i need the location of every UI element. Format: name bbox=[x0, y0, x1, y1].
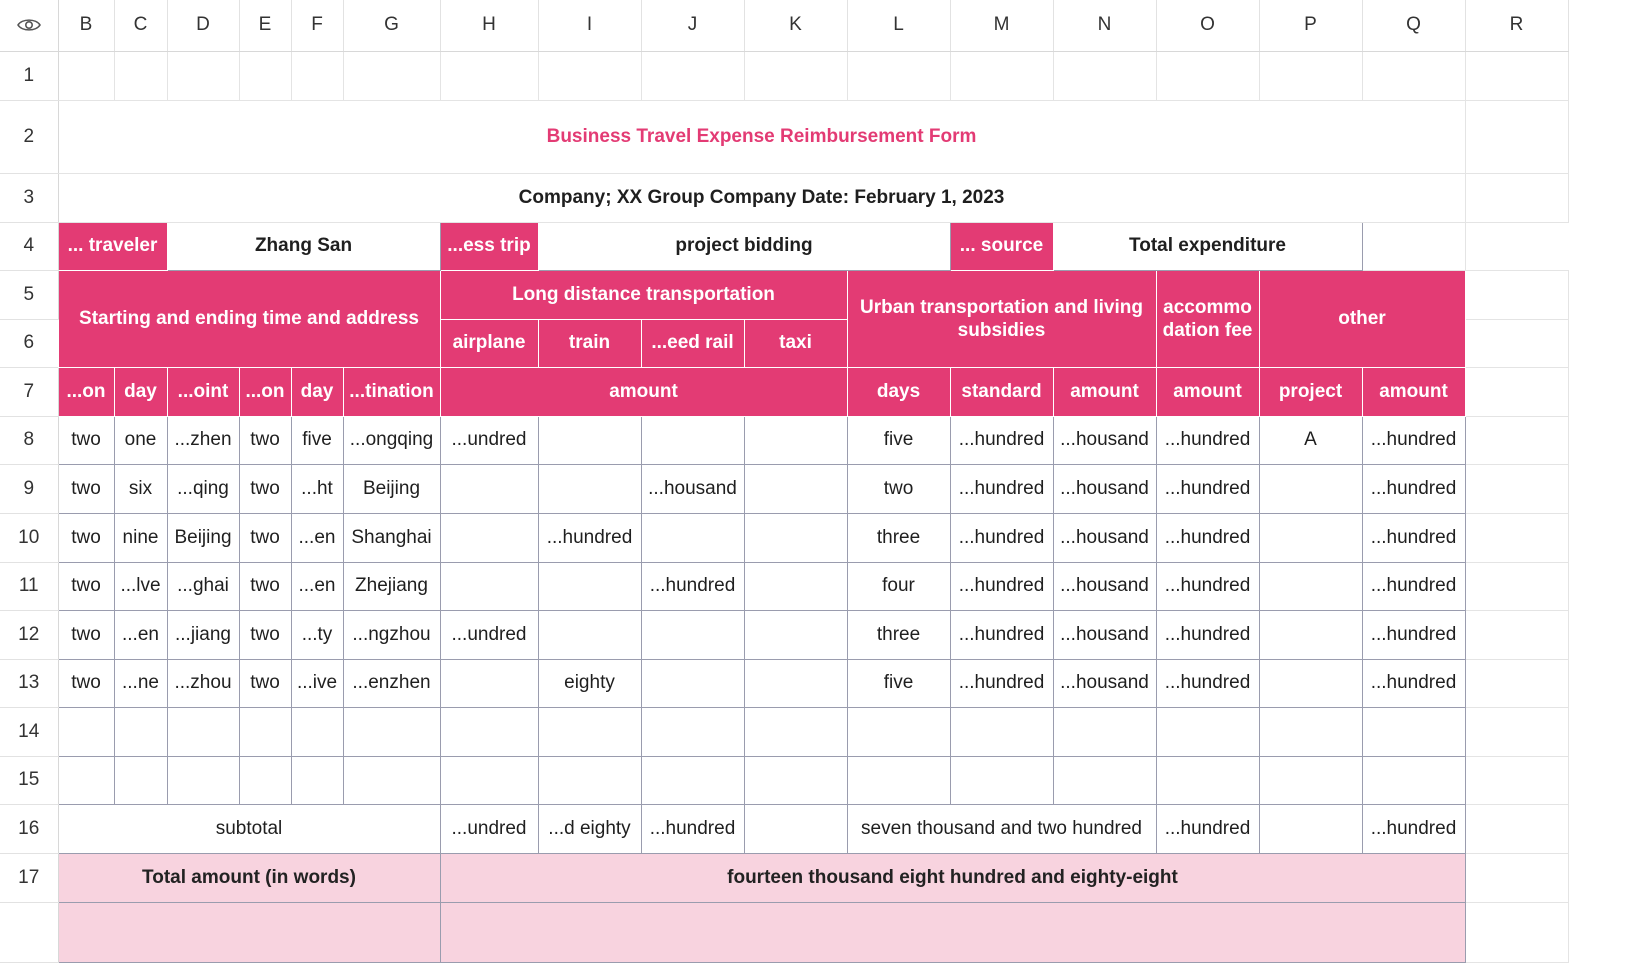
cell[interactable]: ...hundred bbox=[950, 562, 1053, 610]
cell[interactable] bbox=[1053, 707, 1156, 756]
cell[interactable]: ...hundred bbox=[950, 513, 1053, 562]
business-trip-value[interactable]: project bidding bbox=[538, 222, 950, 270]
cell[interactable] bbox=[291, 707, 343, 756]
cell[interactable] bbox=[744, 707, 847, 756]
cell[interactable]: ...hundred bbox=[1156, 659, 1259, 707]
cell[interactable]: ...hundred bbox=[1362, 513, 1465, 562]
row-header-8[interactable]: 8 bbox=[0, 416, 58, 464]
cell[interactable]: ...hundred bbox=[1362, 464, 1465, 513]
column-header-r[interactable]: R bbox=[1465, 0, 1568, 51]
cell[interactable] bbox=[1362, 707, 1465, 756]
subtotal-train[interactable]: ...d eighty bbox=[538, 804, 641, 853]
cell[interactable] bbox=[291, 51, 343, 100]
cell[interactable]: ...hundred bbox=[1362, 610, 1465, 659]
cell[interactable]: ...hundred bbox=[1156, 464, 1259, 513]
cell[interactable] bbox=[1465, 562, 1568, 610]
cell[interactable]: nine bbox=[114, 513, 167, 562]
column-header-j[interactable]: J bbox=[641, 0, 744, 51]
table-row bbox=[0, 513, 1568, 562]
cell[interactable]: two bbox=[239, 464, 291, 513]
cell[interactable] bbox=[167, 707, 239, 756]
cell[interactable] bbox=[343, 51, 440, 100]
cell[interactable] bbox=[167, 51, 239, 100]
cell[interactable] bbox=[538, 707, 641, 756]
cell[interactable] bbox=[1362, 756, 1465, 804]
cell[interactable] bbox=[1362, 222, 1465, 270]
subtotal-accommodation[interactable]: ...hundred bbox=[1156, 804, 1259, 853]
cell[interactable] bbox=[1465, 416, 1568, 464]
cell[interactable] bbox=[744, 659, 847, 707]
cell[interactable] bbox=[641, 416, 744, 464]
subtotal-urban[interactable]: seven thousand and two hundred bbox=[847, 804, 1156, 853]
column-header-k[interactable]: K bbox=[744, 0, 847, 51]
cell[interactable]: ...hundred bbox=[641, 562, 744, 610]
cell[interactable] bbox=[1465, 367, 1568, 416]
cell[interactable] bbox=[1053, 756, 1156, 804]
cell[interactable] bbox=[440, 513, 538, 562]
cell[interactable] bbox=[847, 707, 950, 756]
row-header-15[interactable]: 15 bbox=[0, 756, 58, 804]
cell[interactable] bbox=[1362, 51, 1465, 100]
cell[interactable] bbox=[167, 756, 239, 804]
cell[interactable]: ...housand bbox=[641, 464, 744, 513]
company-date-info[interactable]: Company; XX Group Company Date: February 1, 2023 bbox=[58, 173, 1465, 222]
table-row bbox=[0, 756, 1568, 804]
cell[interactable]: ...hundred bbox=[950, 416, 1053, 464]
cell[interactable] bbox=[1465, 100, 1568, 173]
cell[interactable]: two bbox=[239, 562, 291, 610]
cell[interactable]: ...lve bbox=[114, 562, 167, 610]
cell[interactable] bbox=[1465, 464, 1568, 513]
cell[interactable] bbox=[343, 707, 440, 756]
sub-header-e[interactable]: ...on bbox=[239, 367, 291, 416]
sub-header-f[interactable]: day bbox=[291, 367, 343, 416]
cell[interactable]: Shanghai bbox=[343, 513, 440, 562]
cell[interactable] bbox=[114, 756, 167, 804]
sub-header-b[interactable]: ...on bbox=[58, 367, 114, 416]
cell[interactable] bbox=[1465, 173, 1568, 222]
cell[interactable] bbox=[440, 707, 538, 756]
cell[interactable]: Zhejiang bbox=[343, 562, 440, 610]
cell[interactable]: A bbox=[1259, 416, 1362, 464]
cell[interactable]: ...hundred bbox=[1156, 416, 1259, 464]
standard-header[interactable]: standard bbox=[950, 367, 1053, 416]
cell[interactable] bbox=[950, 707, 1053, 756]
cell[interactable]: ...housand bbox=[1053, 416, 1156, 464]
cell[interactable]: ...jiang bbox=[167, 610, 239, 659]
accommodation-amount-header[interactable]: amount bbox=[1156, 367, 1259, 416]
cell[interactable]: two bbox=[847, 464, 950, 513]
subtotal-project[interactable] bbox=[1259, 804, 1362, 853]
cell[interactable]: five bbox=[291, 416, 343, 464]
urban-header[interactable] bbox=[847, 270, 1156, 367]
long-distance-header[interactable]: Long distance transportation bbox=[440, 270, 847, 319]
traveler-label[interactable]: ... traveler bbox=[58, 222, 167, 270]
cell[interactable] bbox=[641, 51, 744, 100]
cell[interactable] bbox=[239, 756, 291, 804]
cell[interactable] bbox=[1465, 659, 1568, 707]
start-end-header[interactable]: Starting and ending time and address bbox=[58, 270, 440, 367]
traveler-value[interactable]: Zhang San bbox=[167, 222, 440, 270]
row-header-partial[interactable] bbox=[0, 902, 58, 962]
cell[interactable]: ...ty bbox=[291, 610, 343, 659]
eye-icon[interactable] bbox=[17, 17, 41, 33]
column-header-q[interactable]: Q bbox=[1362, 0, 1465, 51]
cell[interactable] bbox=[1259, 562, 1362, 610]
cell[interactable] bbox=[440, 562, 538, 610]
cell[interactable]: ...undred bbox=[440, 416, 538, 464]
cell[interactable]: ...housand bbox=[1053, 513, 1156, 562]
cell[interactable] bbox=[1259, 51, 1362, 100]
row-header-4[interactable]: 4 bbox=[0, 222, 58, 270]
funding-source-label[interactable]: ... source bbox=[950, 222, 1053, 270]
cell[interactable] bbox=[114, 51, 167, 100]
cell[interactable] bbox=[343, 756, 440, 804]
cell[interactable]: six bbox=[114, 464, 167, 513]
row-header-16[interactable]: 16 bbox=[0, 804, 58, 853]
cell[interactable] bbox=[641, 610, 744, 659]
cell[interactable] bbox=[1259, 513, 1362, 562]
cell[interactable]: ...hundred bbox=[950, 464, 1053, 513]
cell[interactable] bbox=[847, 51, 950, 100]
sub-header-c[interactable]: day bbox=[114, 367, 167, 416]
row-header-10[interactable]: 10 bbox=[0, 513, 58, 562]
cell[interactable] bbox=[538, 416, 641, 464]
cell[interactable] bbox=[239, 51, 291, 100]
row-header-6[interactable]: 6 bbox=[0, 319, 58, 367]
funding-source-value[interactable]: Total expenditure bbox=[1053, 222, 1362, 270]
cell[interactable]: five bbox=[847, 416, 950, 464]
row-header-9[interactable]: 9 bbox=[0, 464, 58, 513]
cell[interactable] bbox=[538, 756, 641, 804]
column-header-o[interactable]: O bbox=[1156, 0, 1259, 51]
days-header[interactable]: days bbox=[847, 367, 950, 416]
cell[interactable] bbox=[744, 51, 847, 100]
cell[interactable]: two bbox=[58, 513, 114, 562]
accommodation-header[interactable] bbox=[1156, 270, 1259, 367]
cell[interactable]: ...hundred bbox=[1156, 513, 1259, 562]
table-row bbox=[0, 464, 1568, 513]
row-header-14[interactable]: 14 bbox=[0, 707, 58, 756]
cell[interactable]: ...zhen bbox=[167, 416, 239, 464]
sub-header-d[interactable]: ...oint bbox=[167, 367, 239, 416]
cell[interactable]: ...hundred bbox=[1362, 562, 1465, 610]
cell[interactable] bbox=[58, 902, 440, 962]
row-header-11[interactable]: 11 bbox=[0, 562, 58, 610]
cell[interactable]: ...ht bbox=[291, 464, 343, 513]
cell[interactable] bbox=[440, 902, 1465, 962]
cell[interactable]: ...hundred bbox=[1156, 562, 1259, 610]
business-trip-label[interactable]: ...ess trip bbox=[440, 222, 538, 270]
cell[interactable] bbox=[1259, 659, 1362, 707]
cell[interactable]: Beijing bbox=[167, 513, 239, 562]
table-row bbox=[0, 707, 1568, 756]
cell[interactable] bbox=[641, 513, 744, 562]
cell[interactable]: one bbox=[114, 416, 167, 464]
accommodation-header-text: accommo dation fee bbox=[1162, 296, 1253, 341]
cell[interactable]: two bbox=[58, 416, 114, 464]
subtotal-airplane[interactable]: ...undred bbox=[440, 804, 538, 853]
cell[interactable] bbox=[440, 756, 538, 804]
row-header-13[interactable]: 13 bbox=[0, 659, 58, 707]
row-header-7[interactable]: 7 bbox=[0, 367, 58, 416]
row-header-3[interactable]: 3 bbox=[0, 173, 58, 222]
table-row bbox=[0, 562, 1568, 610]
cell[interactable]: three bbox=[847, 513, 950, 562]
cell[interactable] bbox=[58, 51, 114, 100]
cell[interactable] bbox=[950, 756, 1053, 804]
column-header-g[interactable]: G bbox=[343, 0, 440, 51]
form-title[interactable]: Business Travel Expense Reimbursement Form bbox=[58, 100, 1465, 173]
cell[interactable] bbox=[744, 756, 847, 804]
column-header-c[interactable]: C bbox=[114, 0, 167, 51]
cell[interactable]: ...qing bbox=[167, 464, 239, 513]
cell[interactable]: ...housand bbox=[1053, 562, 1156, 610]
cell[interactable] bbox=[1259, 707, 1362, 756]
column-header-d[interactable]: D bbox=[167, 0, 239, 51]
table-row bbox=[0, 610, 1568, 659]
cell[interactable]: ...enzhen bbox=[343, 659, 440, 707]
cell[interactable]: ...housand bbox=[1053, 659, 1156, 707]
select-all-corner[interactable] bbox=[0, 0, 58, 51]
cell[interactable]: ...zhou bbox=[167, 659, 239, 707]
cell[interactable] bbox=[641, 707, 744, 756]
cell[interactable] bbox=[538, 610, 641, 659]
cell[interactable] bbox=[58, 707, 114, 756]
urban-header-text: Urban transportation and living subsidies bbox=[860, 296, 1143, 341]
cell[interactable] bbox=[1465, 513, 1568, 562]
cell[interactable]: ...ive bbox=[291, 659, 343, 707]
other-amount-header[interactable]: amount bbox=[1362, 367, 1465, 416]
cell[interactable]: four bbox=[847, 562, 950, 610]
cell[interactable]: two bbox=[239, 610, 291, 659]
cell[interactable]: ...ghai bbox=[167, 562, 239, 610]
column-header-p[interactable]: P bbox=[1259, 0, 1362, 51]
cell[interactable]: ...housand bbox=[1053, 610, 1156, 659]
cell[interactable] bbox=[641, 659, 744, 707]
subtotal-taxi[interactable] bbox=[744, 804, 847, 853]
cell[interactable] bbox=[1465, 610, 1568, 659]
table-row bbox=[0, 659, 1568, 707]
cell[interactable] bbox=[538, 464, 641, 513]
cell[interactable] bbox=[1465, 756, 1568, 804]
cell[interactable]: two bbox=[58, 610, 114, 659]
cell[interactable]: ...en bbox=[291, 513, 343, 562]
row-header-1[interactable]: 1 bbox=[0, 51, 58, 100]
cell[interactable] bbox=[58, 756, 114, 804]
cell[interactable]: ...hundred bbox=[1156, 610, 1259, 659]
cell[interactable]: eighty bbox=[538, 659, 641, 707]
project-header[interactable]: project bbox=[1259, 367, 1362, 416]
taxi-header[interactable]: taxi bbox=[744, 319, 847, 367]
cell[interactable] bbox=[538, 562, 641, 610]
cell[interactable] bbox=[1465, 319, 1568, 367]
cell[interactable]: ...hundred bbox=[950, 610, 1053, 659]
column-header-h[interactable]: H bbox=[440, 0, 538, 51]
cell[interactable] bbox=[1259, 610, 1362, 659]
urban-amount-header[interactable]: amount bbox=[1053, 367, 1156, 416]
row-header-2[interactable]: 2 bbox=[0, 100, 58, 173]
transport-amount-header[interactable]: amount bbox=[440, 367, 847, 416]
cell[interactable] bbox=[847, 756, 950, 804]
cell[interactable] bbox=[1465, 853, 1568, 902]
cell[interactable] bbox=[1465, 270, 1568, 319]
cell[interactable]: ...hundred bbox=[950, 659, 1053, 707]
cell[interactable] bbox=[1053, 51, 1156, 100]
cell[interactable] bbox=[744, 562, 847, 610]
subtotal-other[interactable]: ...hundred bbox=[1362, 804, 1465, 853]
column-header-f[interactable]: F bbox=[291, 0, 343, 51]
high-speed-rail-header[interactable]: ...eed rail bbox=[641, 319, 744, 367]
cell[interactable] bbox=[1259, 464, 1362, 513]
train-header[interactable]: train bbox=[538, 319, 641, 367]
total-words-label[interactable]: Total amount (in words) bbox=[58, 853, 440, 902]
cell[interactable]: ...ne bbox=[114, 659, 167, 707]
cell[interactable] bbox=[1156, 756, 1259, 804]
column-header-i[interactable]: I bbox=[538, 0, 641, 51]
cell[interactable]: Beijing bbox=[343, 464, 440, 513]
cell[interactable] bbox=[1156, 51, 1259, 100]
row-header-17[interactable]: 17 bbox=[0, 853, 58, 902]
cell[interactable] bbox=[114, 707, 167, 756]
cell[interactable]: ...hundred bbox=[1362, 659, 1465, 707]
cell[interactable]: two bbox=[58, 659, 114, 707]
table-row bbox=[0, 416, 1568, 464]
cell[interactable]: two bbox=[239, 659, 291, 707]
cell[interactable] bbox=[440, 659, 538, 707]
sub-header-g[interactable]: ...tination bbox=[343, 367, 440, 416]
column-header-b[interactable]: B bbox=[58, 0, 114, 51]
cell[interactable] bbox=[1465, 902, 1568, 962]
cell[interactable] bbox=[440, 51, 538, 100]
cell[interactable] bbox=[744, 513, 847, 562]
cell[interactable] bbox=[1259, 756, 1362, 804]
airplane-header[interactable]: airplane bbox=[440, 319, 538, 367]
cell[interactable]: ...ongqing bbox=[343, 416, 440, 464]
other-header[interactable]: other bbox=[1259, 270, 1465, 367]
cell[interactable]: two bbox=[239, 416, 291, 464]
cell[interactable] bbox=[538, 51, 641, 100]
cell[interactable]: ...hundred bbox=[538, 513, 641, 562]
cell[interactable] bbox=[1465, 51, 1568, 100]
column-header-l[interactable]: L bbox=[847, 0, 950, 51]
cell[interactable] bbox=[744, 416, 847, 464]
cell[interactable] bbox=[1465, 707, 1568, 756]
row-header-5[interactable]: 5 bbox=[0, 270, 58, 319]
cell[interactable]: ...en bbox=[114, 610, 167, 659]
cell[interactable]: three bbox=[847, 610, 950, 659]
cell[interactable]: two bbox=[58, 562, 114, 610]
row-header-12[interactable]: 12 bbox=[0, 610, 58, 659]
cell[interactable]: ...housand bbox=[1053, 464, 1156, 513]
cell[interactable] bbox=[641, 756, 744, 804]
cell[interactable]: ...ngzhou bbox=[343, 610, 440, 659]
cell[interactable] bbox=[291, 756, 343, 804]
cell[interactable] bbox=[950, 51, 1053, 100]
subtotal-label[interactable]: subtotal bbox=[58, 804, 440, 853]
cell[interactable]: ...en bbox=[291, 562, 343, 610]
cell[interactable] bbox=[744, 610, 847, 659]
cell[interactable] bbox=[239, 707, 291, 756]
subtotal-rail[interactable]: ...hundred bbox=[641, 804, 744, 853]
cell[interactable] bbox=[440, 464, 538, 513]
column-header-n[interactable]: N bbox=[1053, 0, 1156, 51]
cell[interactable]: five bbox=[847, 659, 950, 707]
column-header-m[interactable]: M bbox=[950, 0, 1053, 51]
cell[interactable]: ...hundred bbox=[1362, 416, 1465, 464]
cell[interactable] bbox=[1156, 707, 1259, 756]
cell[interactable]: two bbox=[239, 513, 291, 562]
cell[interactable]: two bbox=[58, 464, 114, 513]
cell[interactable]: ...undred bbox=[440, 610, 538, 659]
column-header-e[interactable]: E bbox=[239, 0, 291, 51]
cell[interactable] bbox=[1465, 804, 1568, 853]
cell[interactable] bbox=[744, 464, 847, 513]
total-words-value[interactable]: fourteen thousand eight hundred and eighty-eight bbox=[440, 853, 1465, 902]
